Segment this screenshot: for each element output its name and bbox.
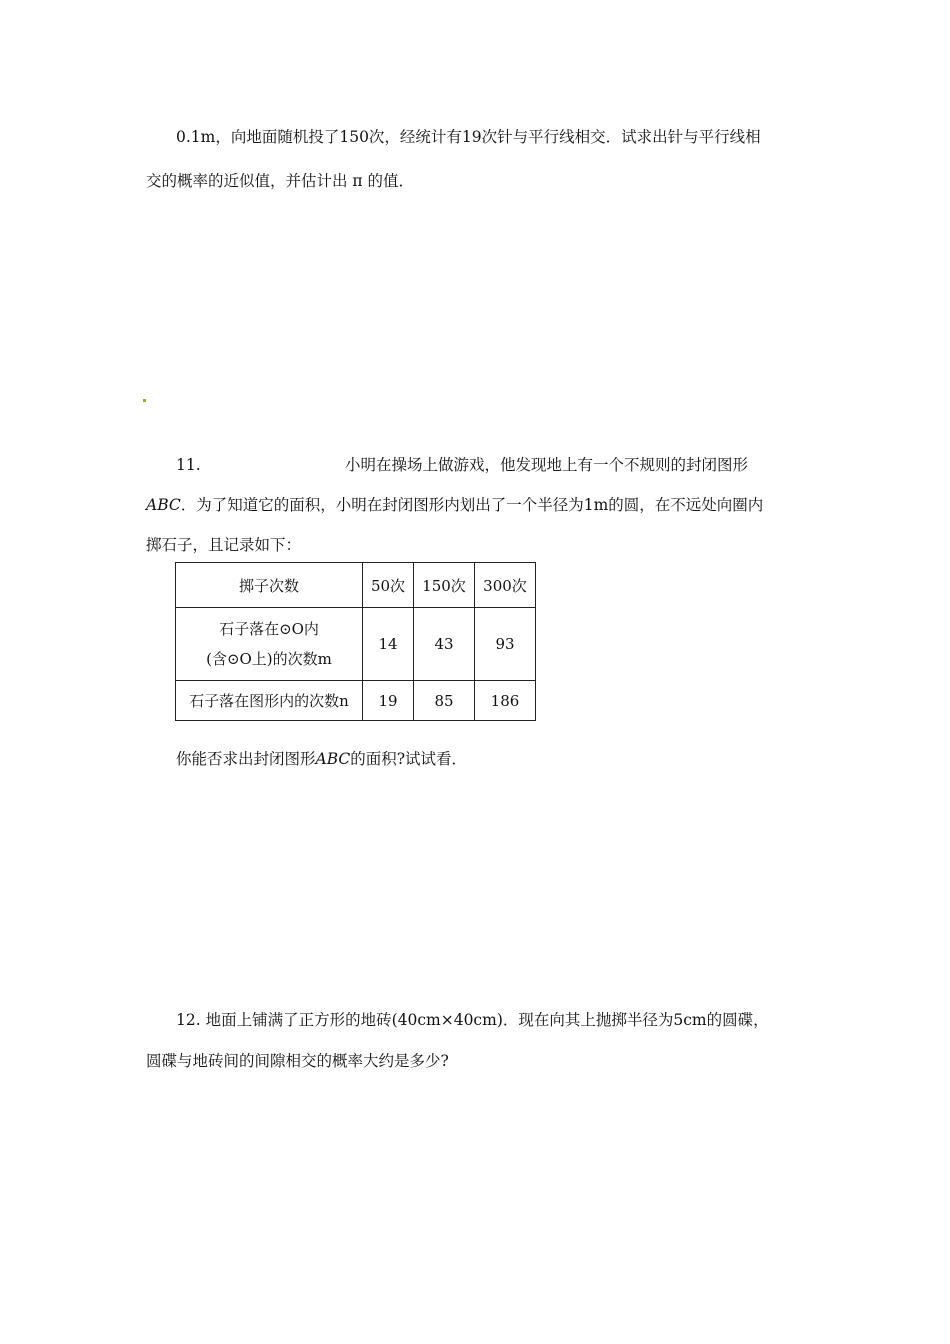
q11-number: 11.: [176, 456, 201, 474]
q11-question-post: 的面积?试试看．: [350, 750, 468, 768]
record-table: [175, 562, 536, 721]
header-cell: 掷子次数: [176, 563, 363, 608]
q12-line-2: 圆碟与地砖间的间隙相交的概率大约是多少?: [146, 1052, 449, 1070]
table-cell: 186: [475, 681, 536, 721]
table-cell: 93: [475, 608, 536, 681]
q11-question-abc: ABC: [315, 750, 351, 768]
table-cell: 14: [363, 608, 414, 681]
row-label-cell: [176, 608, 363, 681]
row-label-cell: 石子落在图形内的次数n: [176, 681, 363, 721]
q11-line-1: 小明在操场上做游戏，他发现地上有一个不规则的封闭图形: [345, 456, 749, 474]
row-label-line-2: (含⊙O上)的次数m: [206, 650, 332, 668]
q12-line-1: 12. 地面上铺满了正方形的地砖(40cm×40cm)．现在向其上抛掷半径为5cm的圆碟，: [176, 1011, 769, 1029]
q11-line-2: [146, 495, 763, 515]
q11-line-3: 掷石子，且记录如下：: [146, 536, 302, 554]
decorative-dot: [143, 399, 146, 402]
header-cell: 50次: [363, 563, 414, 608]
row-label-line-1: 石子落在⊙O内: [219, 620, 319, 638]
table-cell: 43: [414, 608, 475, 681]
table-row: [176, 608, 536, 681]
header-cell: 300次: [475, 563, 536, 608]
q11-line-2-text: ．为了知道它的面积，小明在封闭图形内划出了一个半径为1m的圆，在不远处向圈内: [180, 496, 764, 514]
shape-label-abc: ABC: [146, 496, 181, 514]
header-cell: 150次: [414, 563, 475, 608]
p10-line-2: 交的概率的近似值，并估计出 π 的值．: [146, 172, 415, 190]
table-cell: 19: [363, 681, 414, 721]
q11-question: [176, 749, 467, 769]
table-row: [176, 563, 536, 608]
table-row: [176, 681, 536, 721]
q11-question-pre: 你能否求出封闭图形: [176, 750, 316, 768]
p10-line-1: 0.1m，向地面随机投了150次，经统计有19次针与平行线相交．试求出针与平行线相: [176, 128, 761, 146]
table-cell: 85: [414, 681, 475, 721]
